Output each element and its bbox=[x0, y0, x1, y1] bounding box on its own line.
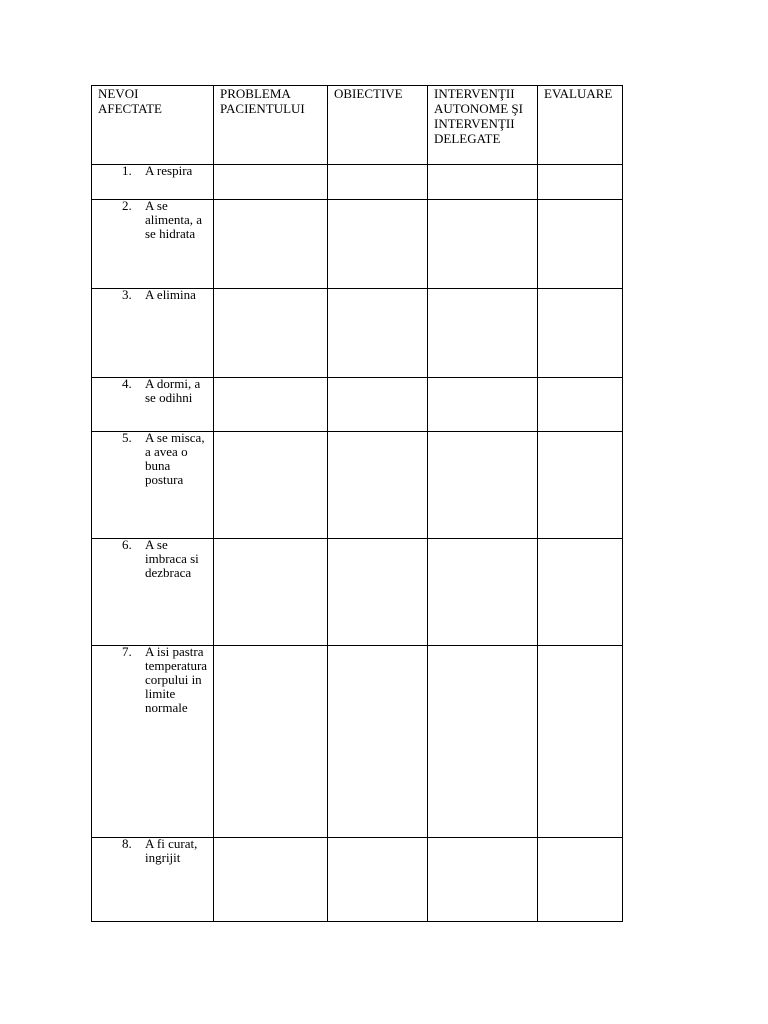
interventions-cell bbox=[428, 646, 538, 838]
need-number: 5. bbox=[122, 432, 132, 445]
need-label: A fi curat, ingrijit bbox=[145, 838, 198, 865]
need-number: 8. bbox=[122, 838, 132, 851]
header-interventions bbox=[428, 86, 538, 165]
need-number: 1. bbox=[122, 165, 132, 178]
evaluation-cell bbox=[538, 165, 623, 200]
need-cell bbox=[92, 432, 214, 539]
interventions-cell bbox=[428, 289, 538, 378]
problem-cell bbox=[214, 289, 328, 378]
need-number: 6. bbox=[122, 539, 132, 552]
problem-cell bbox=[214, 539, 328, 646]
problem-cell bbox=[214, 165, 328, 200]
problem-cell bbox=[214, 838, 328, 922]
header-problem-label: PROBLEMA PACIENTULUI bbox=[220, 86, 305, 116]
evaluation-cell bbox=[538, 378, 623, 432]
interventions-cell bbox=[428, 378, 538, 432]
need-cell bbox=[92, 200, 214, 289]
need-label: A dormi, a se odihni bbox=[145, 378, 201, 405]
header-evaluation-label: EVALUARE bbox=[544, 86, 613, 101]
need-cell bbox=[92, 539, 214, 646]
interventions-cell bbox=[428, 838, 538, 922]
need-label: A se alimenta, a se hidrata bbox=[145, 200, 203, 241]
interventions-cell bbox=[428, 200, 538, 289]
need-number: 4. bbox=[122, 378, 132, 391]
header-problem bbox=[214, 86, 328, 165]
evaluation-cell bbox=[538, 432, 623, 539]
objectives-cell bbox=[328, 378, 428, 432]
interventions-cell bbox=[428, 432, 538, 539]
problem-cell bbox=[214, 378, 328, 432]
problem-cell bbox=[214, 200, 328, 289]
evaluation-cell bbox=[538, 539, 623, 646]
evaluation-cell bbox=[538, 646, 623, 838]
need-cell bbox=[92, 838, 214, 922]
objectives-cell bbox=[328, 838, 428, 922]
objectives-cell bbox=[328, 432, 428, 539]
evaluation-cell bbox=[538, 838, 623, 922]
need-number: 3. bbox=[122, 289, 132, 302]
need-cell bbox=[92, 289, 214, 378]
objectives-cell bbox=[328, 539, 428, 646]
header-objectives-label: OBIECTIVE bbox=[334, 86, 403, 101]
objectives-cell bbox=[328, 289, 428, 378]
need-cell bbox=[92, 378, 214, 432]
need-label: A se imbraca si dezbraca bbox=[145, 539, 199, 580]
header-interventions-label: INTERVENŢII AUTONOME ŞI INTERVENŢII DELEGATE bbox=[434, 86, 523, 146]
need-label: A isi pastra temperatura corpului in limite normale bbox=[145, 646, 208, 715]
need-label: A se misca, a avea o buna postura bbox=[145, 432, 205, 487]
objectives-cell bbox=[328, 165, 428, 200]
header-needs bbox=[92, 86, 214, 165]
need-cell bbox=[92, 646, 214, 838]
need-label: A elimina bbox=[145, 289, 196, 302]
interventions-cell bbox=[428, 165, 538, 200]
evaluation-cell bbox=[538, 200, 623, 289]
need-number: 7. bbox=[122, 646, 132, 659]
interventions-cell bbox=[428, 539, 538, 646]
care-plan-table bbox=[91, 85, 623, 922]
objectives-cell bbox=[328, 200, 428, 289]
header-needs-label: NEVOI AFECTATE bbox=[98, 86, 162, 116]
need-cell bbox=[92, 165, 214, 200]
header-objectives bbox=[328, 86, 428, 165]
need-number: 2. bbox=[122, 200, 132, 213]
evaluation-cell bbox=[538, 289, 623, 378]
objectives-cell bbox=[328, 646, 428, 838]
problem-cell bbox=[214, 432, 328, 539]
header-evaluation bbox=[538, 86, 623, 165]
problem-cell bbox=[214, 646, 328, 838]
need-label: A respira bbox=[145, 165, 193, 178]
